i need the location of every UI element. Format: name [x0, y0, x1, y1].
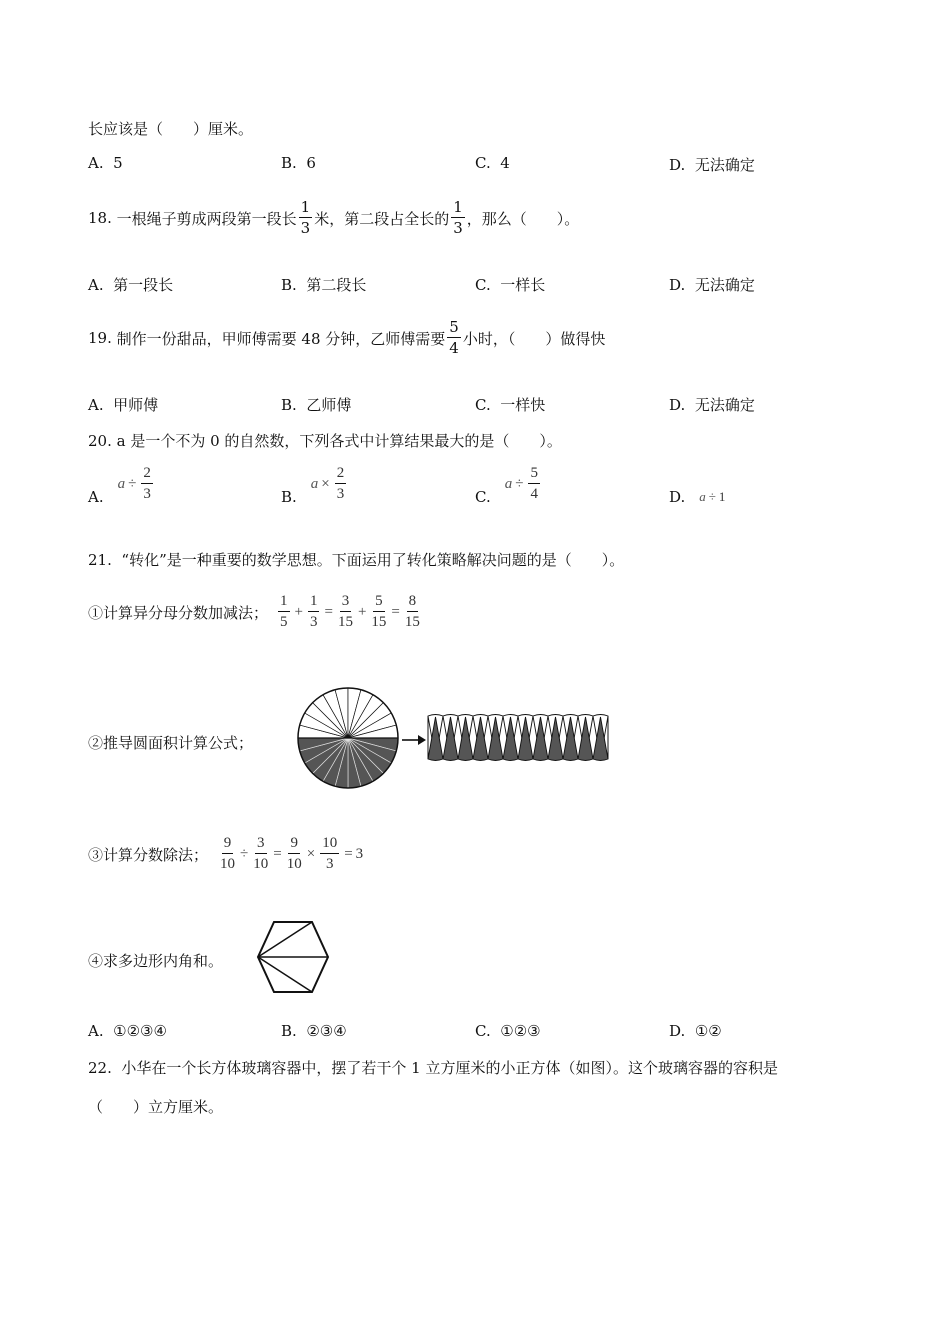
q21-stem: 21. “转化”是一种重要的数学思想。下面运用了转化策略解决问题的是（ ）。: [88, 551, 625, 569]
q17-option-a[interactable]: A. 5: [88, 154, 123, 172]
q20-stem: 20. a 是一个不为 0 的自然数，下列各式中计算结果最大的是（ ）。: [88, 432, 562, 450]
q22-stem: 22. 小华在一个长方体玻璃容器中，摆了若干个 1 立方厘米的小正方体（如图）。这个玻璃容器的容积是: [88, 1059, 778, 1077]
q21-option-c[interactable]: C. ①②③: [475, 1022, 541, 1040]
q21-option-a[interactable]: A. ①②③④: [88, 1022, 167, 1040]
q21-item-1-equation: $\frac{1}{5}$ + $\frac{1}{3}$ = $\frac{3}{15}$ + $\frac{5}{15}$ = $\frac{8}{15}$: [280, 593, 420, 630]
q20-option-b[interactable]: B. a × $\frac{2}{3}$: [281, 465, 345, 506]
q22-stem-cont: （ ）立方厘米。: [88, 1098, 224, 1116]
q19-option-d[interactable]: D. 无法确定: [669, 396, 755, 414]
q21-item-3-equation: $\frac{9}{10}$ ÷ $\frac{3}{10}$ = $\frac{9}{10}$ × $\frac{10}{3}$ = 3: [220, 835, 364, 872]
q18-stem: 18. 一根绳子剪成两段第一段长 $\frac{1}{3}$ 米，第二段占全长的 $\frac{1}{3}$ ，那么（ ）。: [88, 198, 580, 237]
q18-fraction-2: $\frac{1}{3}$: [453, 198, 463, 237]
q19-option-a[interactable]: A. 甲师傅: [88, 396, 159, 414]
hexagon-diagram: [252, 918, 332, 996]
q17-option-b[interactable]: B. 6: [281, 154, 316, 172]
q21-item-1: ①计算异分母分数加减法； $\frac{1}{5}$ + $\frac{1}{3}$ = $\frac{3}{15}$ + $\frac{5}{15}$ = $\frac{8}{15}$: [88, 593, 420, 630]
q17-tail: 长应该是（ ）厘米。: [88, 120, 254, 138]
q21-option-d[interactable]: D. ①②: [669, 1022, 722, 1040]
q18-option-b[interactable]: B. 第二段长: [281, 276, 367, 294]
circle-area-diagram: [290, 686, 610, 792]
q18-option-c[interactable]: C. 一样长: [475, 276, 546, 294]
q19-fraction: $\frac{5}{4}$: [449, 318, 459, 357]
q21-item-3: ③计算分数除法； $\frac{9}{10}$ ÷ $\frac{3}{10}$ = $\frac{9}{10}$ × $\frac{10}{3}$ = 3: [88, 835, 364, 872]
q18-fraction-1: $\frac{1}{3}$: [300, 198, 311, 237]
q19-stem: 19. 制作一份甜品，甲师傅需要 48 分钟，乙师傅需要 $\frac{5}{4}$ 小时，（ ）做得快: [88, 318, 606, 357]
q20-option-d[interactable]: D. a ÷ 1: [669, 488, 726, 506]
q21-item-4-label: ④求多边形内角和。: [88, 952, 224, 970]
q18-option-d[interactable]: D. 无法确定: [669, 276, 755, 294]
q20-option-a[interactable]: A. a ÷ $\frac{2}{3}$: [88, 465, 151, 506]
q17-option-c[interactable]: C. 4: [475, 154, 510, 172]
q17-option-d[interactable]: D. 无法确定: [669, 156, 755, 174]
q21-option-b[interactable]: B. ②③④: [281, 1022, 347, 1040]
q21-item-2-label: ②推导圆面积计算公式；: [88, 734, 254, 752]
q18-option-a[interactable]: A. 第一段长: [88, 276, 174, 294]
q19-option-c[interactable]: C. 一样快: [475, 396, 546, 414]
q20-option-c[interactable]: C. a ÷ $\frac{5}{4}$: [475, 465, 538, 506]
q19-option-b[interactable]: B. 乙师傅: [281, 396, 352, 414]
